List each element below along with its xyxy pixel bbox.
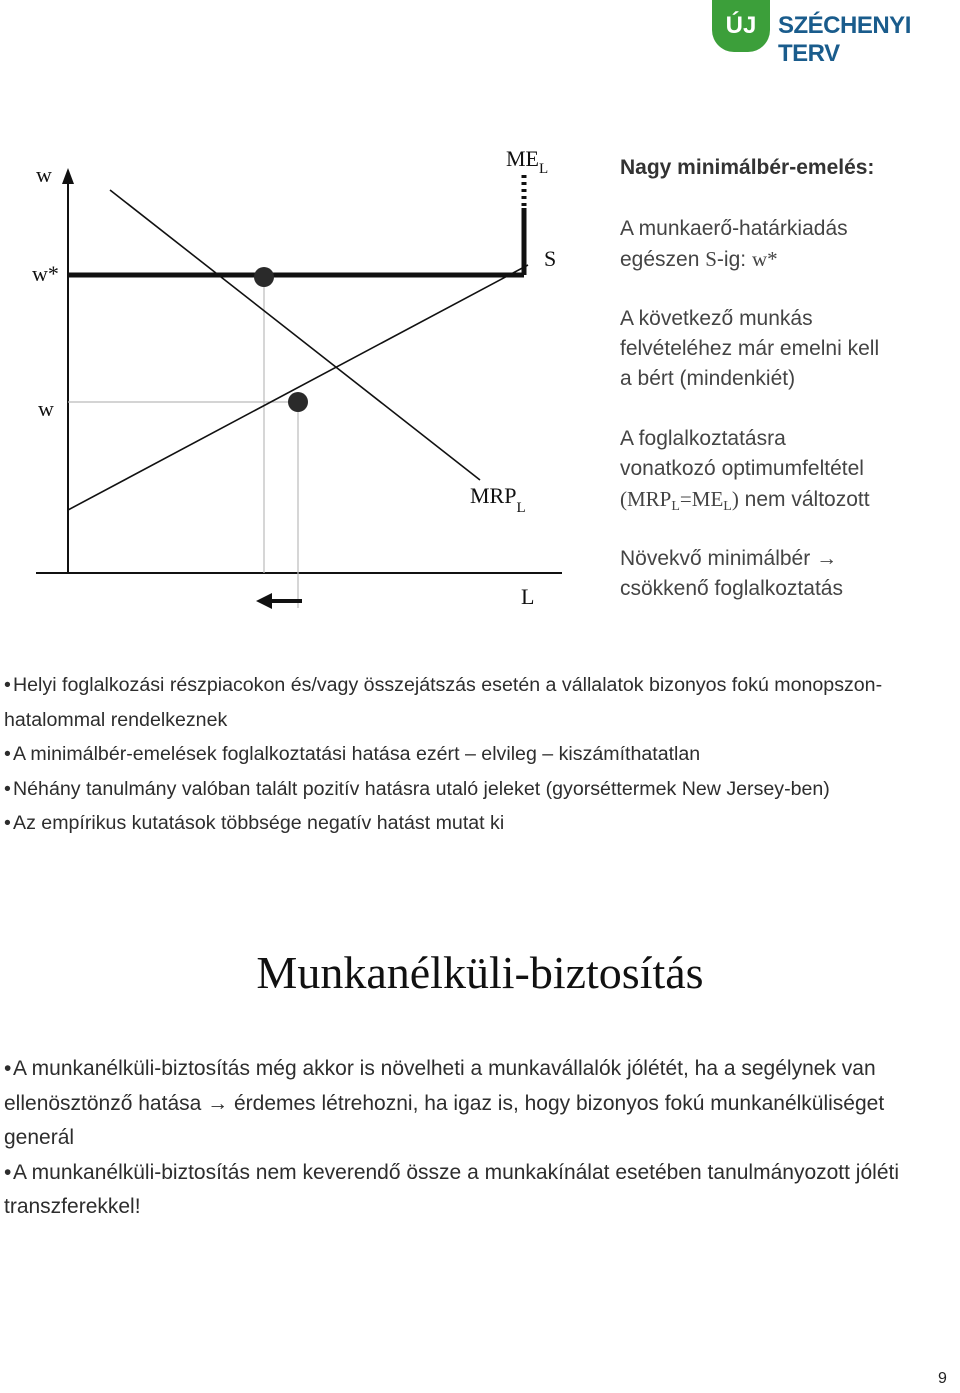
side-p3-line3: $(MRP_L=ME_L)$ nem változott	[620, 487, 870, 514]
s-label: S	[544, 246, 557, 271]
side-p3-line1: A foglalkoztatásra	[620, 427, 786, 450]
equilibrium-point-monopsony	[288, 392, 308, 412]
me-label: $ME_L$	[506, 146, 549, 177]
side-p2-line3: a bért (mindenkiét)	[620, 367, 796, 390]
left-arrow-icon	[256, 593, 272, 609]
list-item: •A munkanélküli-biztosítás még akkor is növelheti a munkavállalók jólétét, ha a segélynek van ellenösztönző hatása → érdemes létrehozni, ha igaz is, hogy bizonyos fokú munkanélküliséget generál	[4, 1052, 954, 1156]
section-title: Munkanélküli-biztosítás	[256, 947, 704, 998]
right-arrow-icon: →	[207, 1091, 229, 1115]
side-p2-line1: A következő munkás	[620, 307, 813, 330]
side-p4-line1: Növekvő minimálbér →	[620, 547, 838, 570]
bullet-list-unemployment-insurance	[4, 1052, 954, 1225]
mrp-line	[110, 190, 480, 480]
bullet-icon: •	[4, 777, 11, 800]
bullet-list-monopsony	[4, 668, 954, 841]
side-p1-line1: A munkaerő-határkiadás	[620, 217, 848, 240]
equilibrium-point-minwage	[254, 267, 274, 287]
w-label: w	[38, 396, 54, 421]
page-number: 9	[938, 1370, 947, 1387]
side-paragraph-2	[620, 304, 940, 394]
mrp-label: $MRP_L$	[470, 483, 526, 516]
list-item: • A minimálbér-emelések foglalkoztatási hatása ezért – elvileg – kiszámíthatatlan	[4, 737, 954, 772]
side-paragraph-1	[620, 214, 940, 275]
right-arrow-icon: →	[816, 547, 838, 570]
y-axis-label: w	[36, 162, 52, 187]
bullet-icon: •	[4, 1160, 12, 1184]
side-p2-line2: felvételéhez már emelni kell	[620, 337, 880, 360]
w-star-label: w*	[32, 261, 59, 286]
side-paragraph-3	[620, 424, 940, 522]
side-p3-line2: vonatkozó optimumfeltétel	[620, 457, 864, 480]
bullet-icon: •	[4, 812, 11, 834]
list-item: • Az empírikus kutatások többsége negatív hatást mutat ki	[4, 806, 954, 841]
side-p4-line2: csökkenő foglalkoztatás	[620, 577, 843, 600]
side-p1-line2: egészen S-ig: w*	[620, 247, 778, 271]
list-item: • Néhány tanulmány valóban talált pozitív hatásra utaló jeleket (gyorséttermek New Jersey-ben)	[4, 772, 954, 807]
y-axis-arrow-icon	[62, 168, 74, 184]
side-paragraph-4	[620, 544, 940, 604]
logo-badge: ÚJ	[712, 0, 770, 52]
list-item: •A munkanélküli-biztosítás nem keverendő össze a munkakínálat esetében tanulmányozott jóléti transzferekkel!	[4, 1156, 954, 1225]
side-heading: Nagy minimálbér-emelés:	[620, 156, 875, 179]
minimum-wage-monopsony-diagram	[0, 130, 600, 620]
bullet-icon: •	[4, 674, 11, 696]
bullet-icon: •	[4, 743, 11, 765]
x-axis-label: L	[521, 584, 535, 609]
list-item: • Helyi foglalkozási részpiacokon és/vagy összejátszás esetén a vállalatok bizonyos fokú monopszon-hatalommal rendelkeznek	[4, 668, 954, 737]
logo-name: SZÉCHENYI TERV	[778, 12, 911, 67]
bullet-icon: •	[4, 1057, 12, 1080]
